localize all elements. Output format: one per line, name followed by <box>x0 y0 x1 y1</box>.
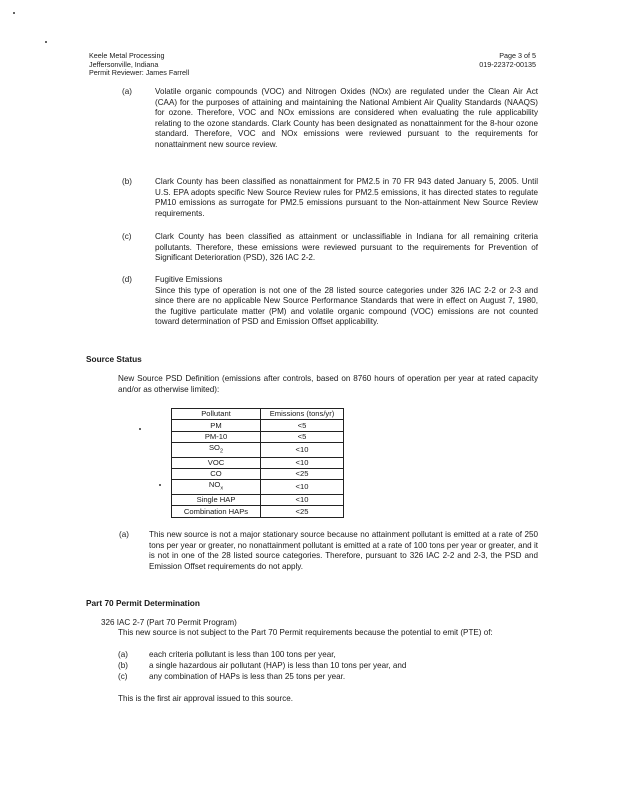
emissions-cell: <25 <box>261 506 344 517</box>
scan-speck <box>13 12 15 14</box>
emissions-table <box>171 408 344 518</box>
part70-heading: Part 70 Permit Determination <box>86 598 200 608</box>
pollutant-cell: CO <box>172 469 261 480</box>
source-status-intro: New Source PSD Definition (emissions after controls, based on 8760 hours of operation per year at rated capacity and/or as otherwise limited): <box>118 374 538 394</box>
pollutant-cell: PM-10 <box>172 431 261 442</box>
paragraph-d: Since this type of operation is not one of the 28 listed source categories under 326 IAC 2-2 or 2-3 and since there are no applicable New Source Performance Standards that were in effect on August 7, 1980, the fugitive particulate matter (PM) and volatile organic compound (VOC) emissions are not counted toward determination of PSD and Emission Offset applicability. <box>155 285 538 327</box>
table-row <box>172 431 344 442</box>
item-label-a: (a) <box>122 87 132 96</box>
part70-item-b: a single hazardous air pollutant (HAP) is less than 10 tons per year, and <box>149 661 407 670</box>
emissions-cell: <25 <box>261 469 344 480</box>
item-label-b: (b) <box>122 177 132 186</box>
scan-speck <box>45 41 47 43</box>
emissions-cell: <10 <box>261 480 344 495</box>
source-status-paragraph-a: This new source is not a major stationary source because no attainment pollutant is emitted at a rate of 250 tons per year or greater, no nonattainment pollutant is emitted at a rate of 100 tons per year or greater, and it is not in one of the 28 listed source categories. Therefore, pursuant to 326 IAC 2-2 and 2-3, the PSD and Emission Offset requirements do not apply. <box>149 530 538 571</box>
pollutant-cell: Combination HAPs <box>172 506 261 517</box>
part70-item-c: any combination of HAPs is less than 25 tons per year. <box>149 672 346 681</box>
pollutant-cell: PM <box>172 420 261 431</box>
emissions-cell: <5 <box>261 431 344 442</box>
header-left <box>89 52 189 78</box>
pollutant-cell: Single HAP <box>172 494 261 505</box>
scan-speck <box>159 484 161 486</box>
part70-item-label-b: (b) <box>118 661 128 670</box>
paragraph-b: Clark County has been classified as nonattainment for PM2.5 in 70 FR 943 dated January 5, 2005. Until U.S. EPA adopts specific New Source Review rules for PM2.5 emissions, it has directed states to regulate PM10 emissions as surrogate for PM2.5 emissions pursuant to the Non-attainment New Source Review requirements. <box>155 177 538 218</box>
emissions-cell: <10 <box>261 443 344 458</box>
fugitive-emissions-title: Fugitive Emissions <box>155 275 223 284</box>
header-location: Jeffersonville, Indiana <box>89 59 159 69</box>
table-row <box>172 420 344 431</box>
pollutant-cell: $NO_x$ <box>172 480 261 495</box>
source-status-heading: Source Status <box>86 354 142 364</box>
pollutant-cell: VOC <box>172 457 261 468</box>
emissions-cell: <10 <box>261 457 344 468</box>
part70-closing: This is the first air approval issued to this source. <box>118 694 293 703</box>
part70-item-a: each criteria pollutant is less than 100 tons per year, <box>149 650 336 659</box>
emissions-cell: <5 <box>261 420 344 431</box>
part70-intro: This new source is not subject to the Part 70 Permit requirements because the potential to emit (PTE) of: <box>118 628 493 637</box>
column-header-emissions: Emissions (tons/yr) <box>261 409 344 420</box>
paragraph-a: Volatile organic compounds (VOC) and Nitrogen Oxides (NOx) are regulated under the Clean Air Act (CAA) for the purposes of attaining and maintaining the National Ambient Air Quality Standards (NAAQS) for ozone. Therefore, VOC and NOx emissions are considered when evaluating the rule applicability relating to the ozone standards. Clark County has been designated as nonattainment for the 8-hour ozone standard. Therefore, VOC and NOx emissions were reviewed pursuant to the requirements for nonattainment new source review. <box>155 87 538 149</box>
header-reviewer: Permit Reviewer: James Farrell <box>89 68 190 78</box>
table-row <box>172 506 344 517</box>
table-header-row <box>172 409 344 420</box>
header-right <box>466 52 536 69</box>
header-page-number: Page 3 of 5 <box>499 51 536 60</box>
emissions-cell: <10 <box>261 494 344 505</box>
item-label-d: (d) <box>122 275 132 284</box>
part70-item-label-c: (c) <box>118 672 128 681</box>
source-status-item-label-a: (a) <box>119 530 129 539</box>
part70-rule: 326 IAC 2-7 (Part 70 Permit Program) <box>101 618 237 627</box>
table-row <box>172 457 344 468</box>
table-row <box>172 443 344 458</box>
paragraph-c: Clark County has been classified as attainment or unclassifiable in Indiana for all remaining criteria pollutants. Therefore, these emissions were reviewed pursuant to the requirements for Prevention of Significant Deterioration (PSD), 326 IAC 2-2. <box>155 232 538 263</box>
table-row <box>172 480 344 495</box>
scan-speck <box>139 428 141 430</box>
table-row <box>172 494 344 505</box>
header-permit-number: 019-22372-00135 <box>479 59 536 69</box>
paragraph-d-block <box>155 275 538 328</box>
part70-item-label-a: (a) <box>118 650 128 659</box>
pollutant-cell: $SO_2$ <box>172 443 261 458</box>
item-label-c: (c) <box>122 232 132 241</box>
column-header-pollutant: Pollutant <box>172 409 261 420</box>
table-row <box>172 469 344 480</box>
header-facility: Keele Metal Processing <box>89 51 165 60</box>
